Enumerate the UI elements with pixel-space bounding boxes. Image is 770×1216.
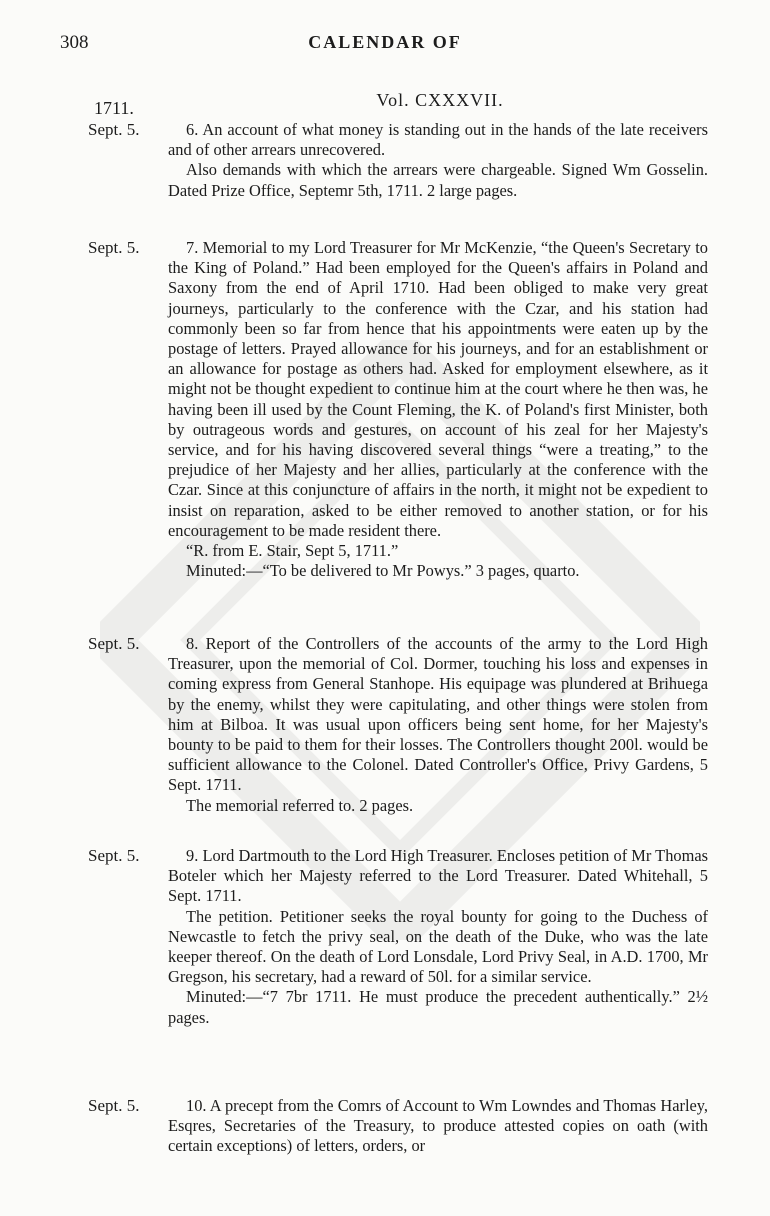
entry-body: [168, 1096, 708, 1157]
running-title: CALENDAR OF: [308, 32, 462, 52]
entry-date: Sept. 5.: [88, 634, 140, 653]
entry-paragraph: 8. Report of the Controllers of the accounts of the army to the Lord High Treasurer, upon the memorial of Col. Dormer, touching his loss and expenses in coming express from General Stanhope. His equipage was plundered at Brihuega by the enemy, whilst they were capitulating, and other things were stolen from him at Bilboa. It was usual upon officers being sent home, for her Majesty's bounty to be paid to them for their losses. The Controllers thought 200l. would be sufficient allowance to the Colonel. Dated Controller's Office, Privy Gardens, 5 Sept. 1711.: [168, 634, 708, 795]
entry-body: [168, 238, 708, 581]
entry-paragraph: The memorial referred to. 2 pages.: [186, 795, 414, 815]
entry-date: Sept. 5.: [88, 120, 140, 139]
entry-date: Sept. 5.: [88, 238, 140, 257]
entry-paragraph: Also demands with which the arrears were chargeable. Signed Wm Gosselin. Dated Prize Office, Septemr 5th, 1711. 2 large pages.: [168, 160, 708, 200]
entry-paragraph: Minuted:—“To be delivered to Mr Powys.” 3 pages, quarto.: [186, 561, 580, 581]
volume-heading: Vol. CXXXVII.: [376, 90, 504, 110]
page-header: [60, 32, 710, 62]
entry-paragraph: The petition. Petitioner seeks the royal bounty for going to the Duchess of Newcastle to fetch the privy seal, on the death of the Duke, who was the late keeper thereof. On the death of Lord Lonsdale, Lord Privy Seal, in A.D. 1700, Mr Gregson, his secretary, had a reward of 50l. for a similar service.: [168, 906, 708, 987]
entry-paragraph: 9. Lord Dartmouth to the Lord High Treasurer. Encloses petition of Mr Thomas Boteler which her Majesty referred to the Lord Treasurer. Dated Whitehall, 5 Sept. 1711.: [168, 846, 708, 906]
entry-body: [168, 120, 708, 201]
entry-date: Sept. 5.: [88, 846, 140, 865]
entry-date: Sept. 5.: [88, 1096, 140, 1115]
entry-paragraph: 7. Memorial to my Lord Treasurer for Mr McKenzie, “the Queen's Secretary to the King of Poland.” Had been employed for the Queen's affairs in Poland and Saxony from the end of April 1710. Had been obliged to make very great journeys, particularly to the conference with the Czar, and his station had commonly been so far from hence that his appointments were eaten up by the postage of letters. Prayed allowance for his journeys, and for an establishment or an allowance for postage as others had. Asked for employment elsewhere, as it might not be thought expedient to continue him at the court where he then was, he having been ill used by the Count Fleming, the K. of Poland's first Minister, both by outrageous words and gestures, on account of his zeal for her Majesty's service, and for his having discovered several things “were a treating,” to the prejudice of her Majesty and her allies, particularly at the conference with the Czar. Since at this conjuncture of affairs in the north, it might not be expedient to insist on reparation, asked to be either removed to another station, or for his encouragement to be made resident there.: [168, 238, 708, 540]
entry-paragraph: 10. A precept from the Comrs of Account to Wm Lowndes and Thomas Harley, Esqres, Secretaries of the Treasury, to produce attested copies on oath (with certain exceptions) of letters, orders, or: [168, 1096, 708, 1156]
entry-paragraph: Minuted:—“7 7br 1711. He must produce the precedent authentically.” 2½ pages.: [168, 987, 708, 1027]
entry-body: [168, 634, 708, 816]
year-label: 1711.: [94, 98, 134, 118]
page-number: 308: [60, 32, 89, 53]
entry-paragraph: 6. An account of what money is standing out in the hands of the late receivers and of other arrears unrecovered.: [168, 120, 708, 160]
entry-paragraph: “R. from E. Stair, Sept 5, 1711.”: [186, 541, 399, 561]
entry-body: [168, 846, 708, 1028]
